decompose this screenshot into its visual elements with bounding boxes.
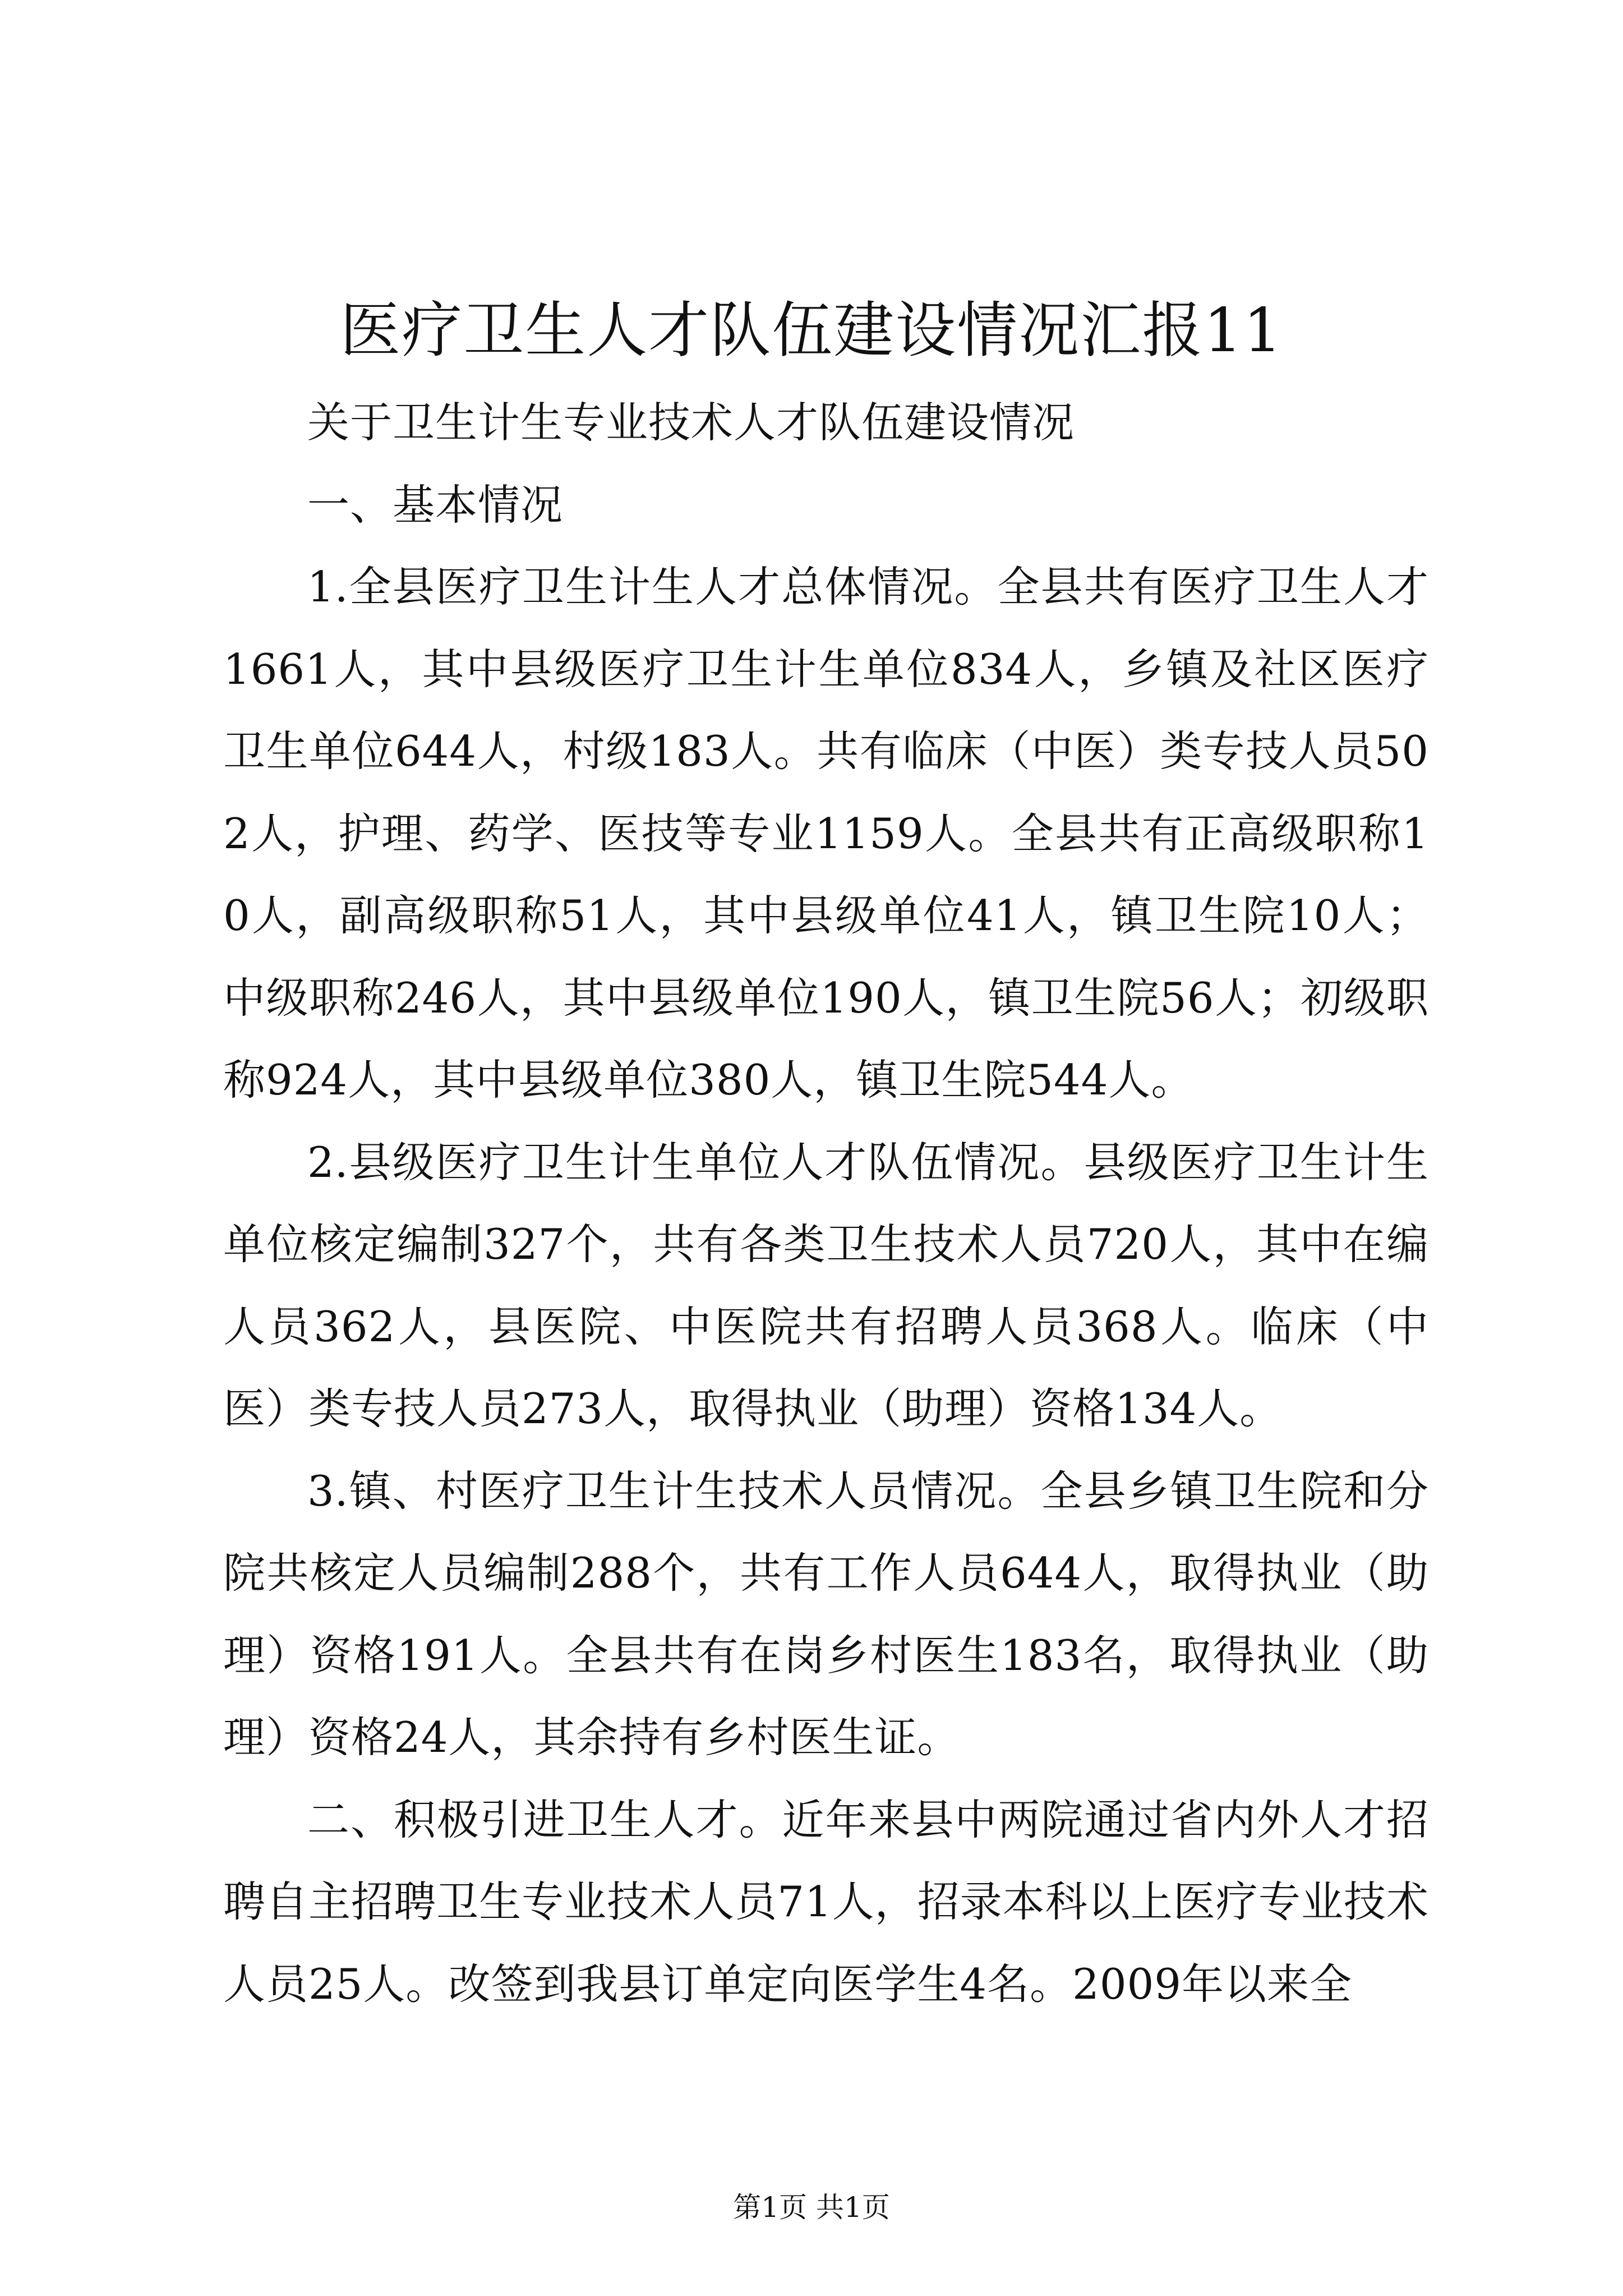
subtitle-paragraph: 关于卫生计生专业技术人才队伍建设情况 [307, 398, 1075, 447]
section-heading-basic: 一、基本情况 [307, 480, 564, 530]
paragraph-county-level: 2.县级医疗卫生计生单位人才队伍情况。县级医疗卫生计生单位核定编制327个，共有各类卫生技术人员720人，其中在编人员362人，县医院、中医院共有招聘人员368人。临床（中医）类专技人员273人，取得执业（助理）资格134人。 [223, 1137, 1429, 1433]
document-title: 医疗卫生人才队伍建设情况汇报11 [340, 296, 1283, 366]
paragraph-overall: 1.全县医疗卫生计生人才总体情况。全县共有医疗卫生人才1661人，其中县级医疗卫生计生单位834人，乡镇及社区医疗卫生单位644人，村级183人。共有临床（中医）类专技人员502人，护理、药学、医技等专业1159人。全县共有正高级职称10人，副高级职称51人，其中县级单位41人，镇卫生院10人；中级职称246人，其中县级单位190人，镇卫生院56人；初级职称924人，其中县级单位380人，镇卫生院544人。 [223, 562, 1429, 1105]
document-body [223, 381, 1429, 2025]
page-footer: 第1页 共1页 [733, 2191, 890, 2224]
paragraph-town-village: 3.镇、村医疗卫生计生技术人员情况。全县乡镇卫生院和分院共核定人员编制288个，共有工作人员644人，取得执业（助理）资格191人。全县共有在岗乡村医生183名，取得执业（助理）资格24人，其余持有乡村医生证。 [223, 1466, 1429, 1762]
paragraph-talent-introduction: 二、积极引进卫生人才。近年来县中两院通过省内外人才招聘自主招聘卫生专业技术人员71人，招录本科以上医疗专业技术人员25人。改签到我县订单定向医学生4名。2009年以来全 [223, 1795, 1429, 2009]
